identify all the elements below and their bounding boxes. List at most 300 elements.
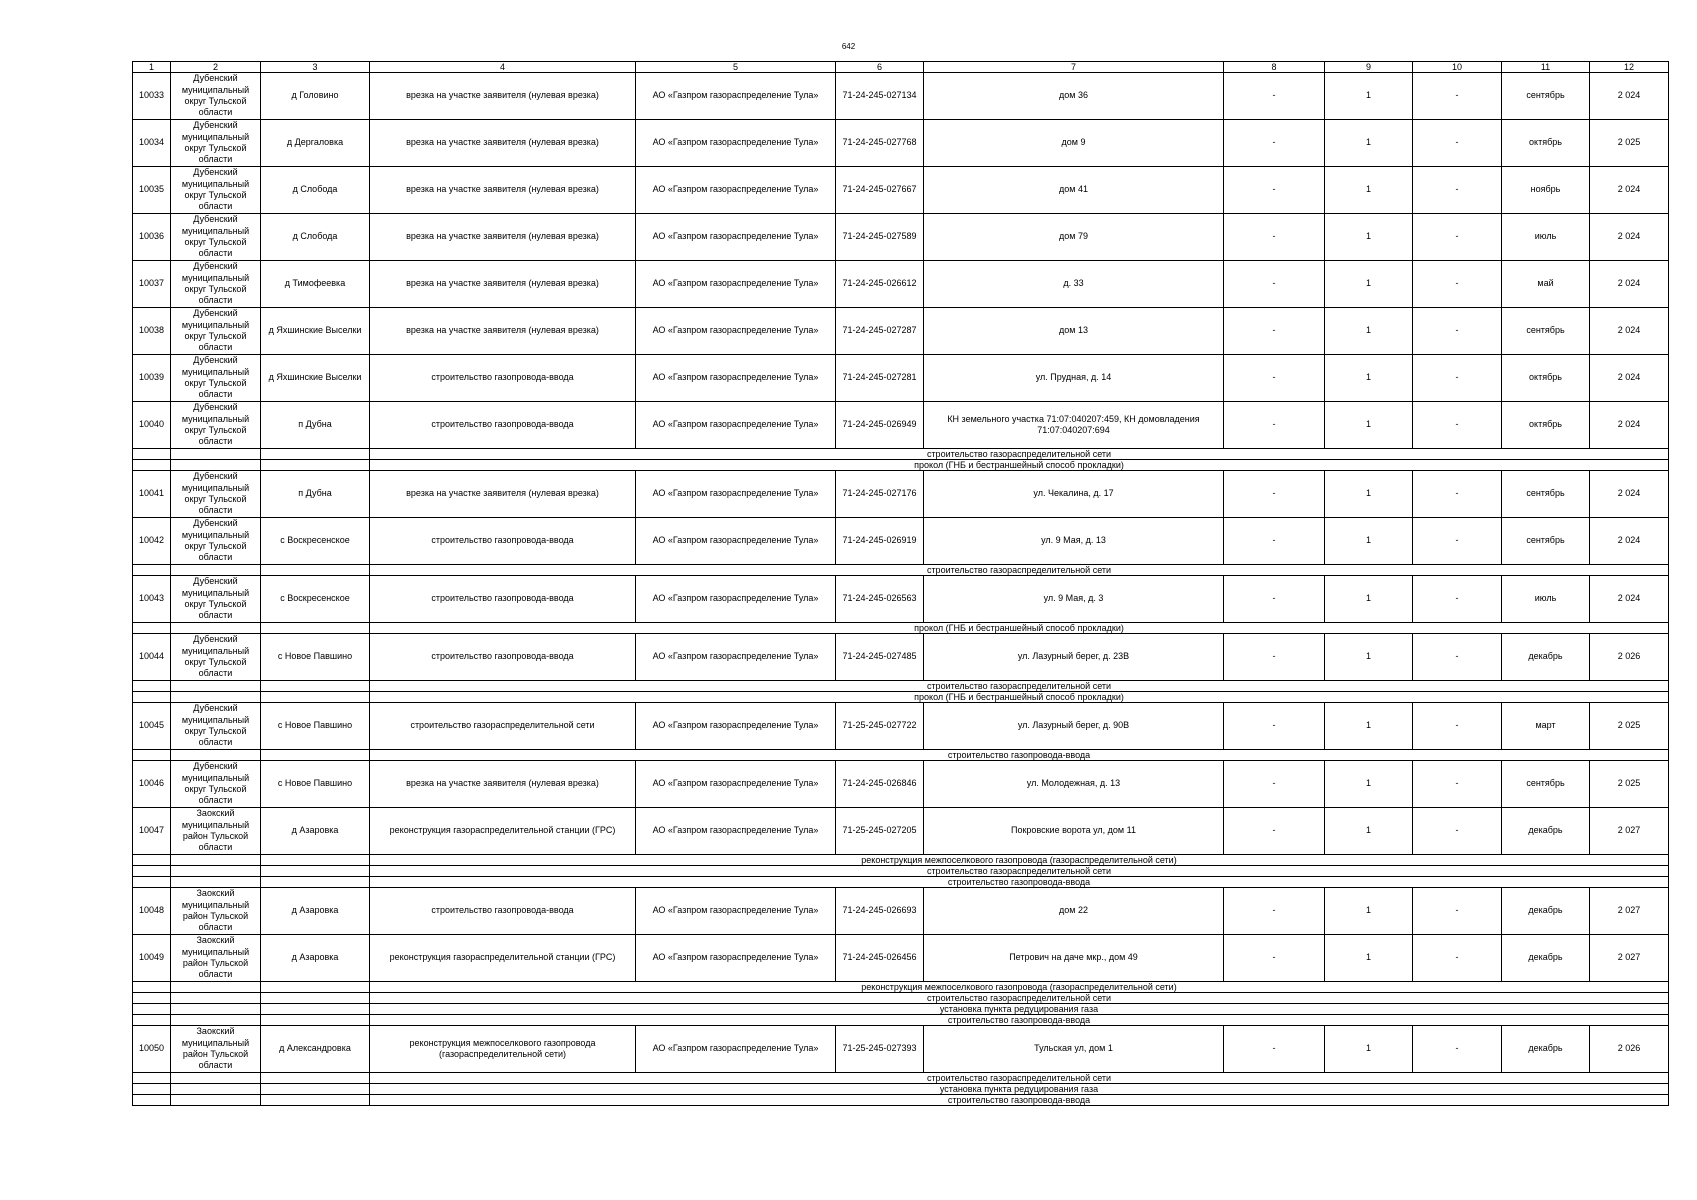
month-cell: июль	[1502, 576, 1590, 623]
year-cell: 2 024	[1590, 214, 1669, 261]
settlement-cell: д Азаровка	[261, 808, 370, 855]
object-number: 10041	[133, 471, 171, 518]
district-cell: Дубенский муниципальный округ Тульской области	[171, 518, 261, 565]
settlement-cell: д Слобода	[261, 214, 370, 261]
organization-cell: АО «Газпром газораспределение Тула»	[636, 761, 836, 808]
object-number: 10044	[133, 634, 171, 681]
month-cell: октябрь	[1502, 355, 1590, 402]
work-type-cell: реконструкция межпоселкового газопровода (газораспределительной сети)	[370, 1026, 636, 1073]
empty-cell	[133, 866, 171, 877]
settlement-cell: д Слобода	[261, 167, 370, 214]
month-cell: декабрь	[1502, 888, 1590, 935]
district-cell: Дубенский муниципальный округ Тульской области	[171, 355, 261, 402]
empty-cell	[133, 1004, 171, 1015]
table-row	[133, 576, 1669, 623]
col8-cell: -	[1224, 634, 1325, 681]
address-cell: КН земельного участка 71:07:040207:459, КН домовладения 71:07:040207:694	[924, 402, 1224, 449]
settlement-cell: д Александровка	[261, 1026, 370, 1073]
subwork-row	[133, 1073, 1669, 1084]
year-cell: 2 024	[1590, 576, 1669, 623]
empty-cell	[261, 449, 370, 460]
page-number: 642	[841, 42, 856, 51]
district-cell: Заокский муниципальный район Тульской области	[171, 935, 261, 982]
quantity-cell: 1	[1325, 308, 1413, 355]
year-cell: 2 027	[1590, 888, 1669, 935]
application-code-cell: 71-24-245-026563	[836, 576, 924, 623]
table-row	[133, 355, 1669, 402]
application-code-cell: 71-24-245-026919	[836, 518, 924, 565]
work-type-cell: строительство газопровода-ввода	[370, 355, 636, 402]
year-cell: 2 027	[1590, 935, 1669, 982]
district-cell: Дубенский муниципальный округ Тульской области	[171, 308, 261, 355]
organization-cell: АО «Газпром газораспределение Тула»	[636, 634, 836, 681]
organization-cell: АО «Газпром газораспределение Тула»	[636, 935, 836, 982]
year-cell: 2 027	[1590, 808, 1669, 855]
col10-cell: -	[1413, 471, 1502, 518]
quantity-cell: 1	[1325, 518, 1413, 565]
col8-cell: -	[1224, 402, 1325, 449]
empty-cell	[171, 692, 261, 703]
application-code-cell: 71-24-245-027176	[836, 471, 924, 518]
organization-cell: АО «Газпром газораспределение Тула»	[636, 214, 836, 261]
month-cell: октябрь	[1502, 120, 1590, 167]
col8-cell: -	[1224, 355, 1325, 402]
col10-cell: -	[1413, 703, 1502, 750]
object-number: 10037	[133, 261, 171, 308]
col8-cell: -	[1224, 576, 1325, 623]
col10-cell: -	[1413, 634, 1502, 681]
address-cell: Покровские ворота ул, дом 11	[924, 808, 1224, 855]
col-header: 12	[1590, 62, 1669, 73]
subwork-row	[133, 449, 1669, 460]
table-row	[133, 808, 1669, 855]
address-cell: дом 13	[924, 308, 1224, 355]
subwork-row	[133, 1084, 1669, 1095]
month-cell: декабрь	[1502, 1026, 1590, 1073]
empty-cell	[171, 1084, 261, 1095]
table-row	[133, 761, 1669, 808]
object-number: 10036	[133, 214, 171, 261]
subwork-row	[133, 692, 1669, 703]
empty-cell	[133, 1095, 171, 1106]
district-cell: Заокский муниципальный район Тульской области	[171, 888, 261, 935]
col10-cell: -	[1413, 261, 1502, 308]
empty-cell	[133, 692, 171, 703]
settlement-cell: с Новое Павшино	[261, 703, 370, 750]
application-code-cell: 71-24-245-027667	[836, 167, 924, 214]
table-row	[133, 167, 1669, 214]
empty-cell	[133, 1015, 171, 1026]
subwork-row	[133, 866, 1669, 877]
application-code-cell: 71-24-245-027589	[836, 214, 924, 261]
subwork-label: строительство газопровода-ввода	[370, 1015, 1669, 1026]
month-cell: сентябрь	[1502, 471, 1590, 518]
col8-cell: -	[1224, 935, 1325, 982]
year-cell: 2 024	[1590, 73, 1669, 120]
subwork-label: строительство газораспределительной сети	[370, 681, 1669, 692]
object-number: 10038	[133, 308, 171, 355]
address-cell: Тульская ул, дом 1	[924, 1026, 1224, 1073]
col8-cell: -	[1224, 518, 1325, 565]
table-row	[133, 1026, 1669, 1073]
address-cell: дом 9	[924, 120, 1224, 167]
address-cell: ул. Чекалина, д. 17	[924, 471, 1224, 518]
address-cell: ул. Лазурный берег, д. 23В	[924, 634, 1224, 681]
quantity-cell: 1	[1325, 355, 1413, 402]
gasification-table	[132, 61, 1669, 1106]
empty-cell	[261, 1095, 370, 1106]
application-code-cell: 71-24-245-027134	[836, 73, 924, 120]
empty-cell	[171, 750, 261, 761]
col8-cell: -	[1224, 214, 1325, 261]
district-cell: Дубенский муниципальный округ Тульской области	[171, 120, 261, 167]
quantity-cell: 1	[1325, 634, 1413, 681]
organization-cell: АО «Газпром газораспределение Тула»	[636, 120, 836, 167]
address-cell: дом 79	[924, 214, 1224, 261]
empty-cell	[171, 460, 261, 471]
district-cell: Дубенский муниципальный округ Тульской области	[171, 634, 261, 681]
empty-cell	[133, 460, 171, 471]
settlement-cell: д Азаровка	[261, 935, 370, 982]
district-cell: Дубенский муниципальный округ Тульской области	[171, 261, 261, 308]
month-cell: декабрь	[1502, 935, 1590, 982]
object-number: 10042	[133, 518, 171, 565]
col10-cell: -	[1413, 761, 1502, 808]
subwork-label: строительство газораспределительной сети	[370, 449, 1669, 460]
empty-cell	[133, 681, 171, 692]
object-number: 10033	[133, 73, 171, 120]
year-cell: 2 025	[1590, 703, 1669, 750]
subwork-label: строительство газораспределительной сети	[370, 1073, 1669, 1084]
col-header: 11	[1502, 62, 1590, 73]
work-type-cell: врезка на участке заявителя (нулевая врезка)	[370, 73, 636, 120]
organization-cell: АО «Газпром газораспределение Тула»	[636, 73, 836, 120]
work-type-cell: реконструкция газораспределительной станции (ГРС)	[370, 935, 636, 982]
address-cell: ул. Лазурный берег, д. 90В	[924, 703, 1224, 750]
empty-cell	[133, 623, 171, 634]
settlement-cell: с Воскресенское	[261, 518, 370, 565]
work-type-cell: строительство газопровода-ввода	[370, 634, 636, 681]
subwork-row	[133, 1015, 1669, 1026]
quantity-cell: 1	[1325, 402, 1413, 449]
application-code-cell: 71-24-245-026456	[836, 935, 924, 982]
subwork-label: реконструкция межпоселкового газопровода (газораспределительной сети)	[370, 982, 1669, 993]
district-cell: Дубенский муниципальный округ Тульской области	[171, 167, 261, 214]
work-type-cell: строительство газопровода-ввода	[370, 518, 636, 565]
month-cell: сентябрь	[1502, 308, 1590, 355]
subwork-row	[133, 750, 1669, 761]
empty-cell	[261, 623, 370, 634]
subwork-label: прокол (ГНБ и бестраншейный способ прокладки)	[370, 623, 1669, 634]
table-row	[133, 471, 1669, 518]
col-header: 1	[133, 62, 171, 73]
district-cell: Дубенский муниципальный округ Тульской области	[171, 576, 261, 623]
object-number: 10040	[133, 402, 171, 449]
application-code-cell: 71-24-245-026846	[836, 761, 924, 808]
quantity-cell: 1	[1325, 761, 1413, 808]
year-cell: 2 024	[1590, 402, 1669, 449]
application-code-cell: 71-24-245-026612	[836, 261, 924, 308]
subwork-label: строительство газораспределительной сети	[370, 866, 1669, 877]
application-code-cell: 71-24-245-027485	[836, 634, 924, 681]
organization-cell: АО «Газпром газораспределение Тула»	[636, 518, 836, 565]
col10-cell: -	[1413, 935, 1502, 982]
empty-cell	[133, 855, 171, 866]
empty-cell	[171, 565, 261, 576]
application-code-cell: 71-24-245-027281	[836, 355, 924, 402]
address-cell: дом 36	[924, 73, 1224, 120]
col-header: 3	[261, 62, 370, 73]
address-cell: ул. Молодежная, д. 13	[924, 761, 1224, 808]
empty-cell	[133, 750, 171, 761]
month-cell: ноябрь	[1502, 167, 1590, 214]
subwork-row	[133, 993, 1669, 1004]
quantity-cell: 1	[1325, 214, 1413, 261]
settlement-cell: д Головино	[261, 73, 370, 120]
organization-cell: АО «Газпром газораспределение Тула»	[636, 471, 836, 518]
table-row	[133, 634, 1669, 681]
settlement-cell: д Яхшинские Выселки	[261, 355, 370, 402]
object-number: 10035	[133, 167, 171, 214]
empty-cell	[171, 623, 261, 634]
quantity-cell: 1	[1325, 935, 1413, 982]
settlement-cell: с Воскресенское	[261, 576, 370, 623]
subwork-label: строительство газораспределительной сети	[370, 565, 1669, 576]
empty-cell	[261, 855, 370, 866]
table-row	[133, 73, 1669, 120]
subwork-label: строительство газораспределительной сети	[370, 993, 1669, 1004]
col10-cell: -	[1413, 518, 1502, 565]
object-number: 10039	[133, 355, 171, 402]
organization-cell: АО «Газпром газораспределение Тула»	[636, 355, 836, 402]
empty-cell	[261, 1004, 370, 1015]
subwork-label: установка пункта редуцирования газа	[370, 1004, 1669, 1015]
empty-cell	[261, 565, 370, 576]
subwork-label: строительство газопровода-ввода	[370, 1095, 1669, 1106]
empty-cell	[133, 982, 171, 993]
quantity-cell: 1	[1325, 167, 1413, 214]
col10-cell: -	[1413, 576, 1502, 623]
address-cell: ул. 9 Мая, д. 13	[924, 518, 1224, 565]
table-row	[133, 308, 1669, 355]
table-row	[133, 888, 1669, 935]
empty-cell	[171, 993, 261, 1004]
table-row	[133, 935, 1669, 982]
empty-cell	[171, 449, 261, 460]
subwork-label: строительство газопровода-ввода	[370, 877, 1669, 888]
empty-cell	[261, 993, 370, 1004]
organization-cell: АО «Газпром газораспределение Тула»	[636, 261, 836, 308]
table-row	[133, 518, 1669, 565]
application-code-cell: 71-24-245-026949	[836, 402, 924, 449]
empty-cell	[171, 866, 261, 877]
work-type-cell: строительство газопровода-ввода	[370, 402, 636, 449]
object-number: 10049	[133, 935, 171, 982]
application-code-cell: 71-24-245-027768	[836, 120, 924, 167]
subwork-row	[133, 681, 1669, 692]
settlement-cell: д Яхшинские Выселки	[261, 308, 370, 355]
application-code-cell: 71-24-245-026693	[836, 888, 924, 935]
col-header: 7	[924, 62, 1224, 73]
col10-cell: -	[1413, 167, 1502, 214]
subwork-row	[133, 460, 1669, 471]
quantity-cell: 1	[1325, 703, 1413, 750]
year-cell: 2 025	[1590, 761, 1669, 808]
col10-cell: -	[1413, 214, 1502, 261]
address-cell: дом 41	[924, 167, 1224, 214]
empty-cell	[171, 1073, 261, 1084]
subwork-row	[133, 855, 1669, 866]
col8-cell: -	[1224, 703, 1325, 750]
district-cell: Заокский муниципальный район Тульской области	[171, 1026, 261, 1073]
col10-cell: -	[1413, 73, 1502, 120]
organization-cell: АО «Газпром газораспределение Тула»	[636, 167, 836, 214]
organization-cell: АО «Газпром газораспределение Тула»	[636, 888, 836, 935]
month-cell: март	[1502, 703, 1590, 750]
organization-cell: АО «Газпром газораспределение Тула»	[636, 1026, 836, 1073]
month-cell: октябрь	[1502, 402, 1590, 449]
subwork-row	[133, 1004, 1669, 1015]
settlement-cell: п Дубна	[261, 471, 370, 518]
organization-cell: АО «Газпром газораспределение Тула»	[636, 576, 836, 623]
address-cell: ул. Прудная, д. 14	[924, 355, 1224, 402]
work-type-cell: врезка на участке заявителя (нулевая врезка)	[370, 214, 636, 261]
empty-cell	[171, 1004, 261, 1015]
year-cell: 2 024	[1590, 355, 1669, 402]
month-cell: декабрь	[1502, 634, 1590, 681]
year-cell: 2 024	[1590, 308, 1669, 355]
col10-cell: -	[1413, 888, 1502, 935]
table-row	[133, 214, 1669, 261]
subwork-row	[133, 565, 1669, 576]
quantity-cell: 1	[1325, 73, 1413, 120]
empty-cell	[171, 982, 261, 993]
subwork-label: прокол (ГНБ и бестраншейный способ прокладки)	[370, 460, 1669, 471]
year-cell: 2 026	[1590, 1026, 1669, 1073]
object-number: 10050	[133, 1026, 171, 1073]
table-row	[133, 402, 1669, 449]
col8-cell: -	[1224, 1026, 1325, 1073]
empty-cell	[133, 877, 171, 888]
empty-cell	[261, 1084, 370, 1095]
application-code-cell: 71-25-245-027722	[836, 703, 924, 750]
year-cell: 2 026	[1590, 634, 1669, 681]
organization-cell: АО «Газпром газораспределение Тула»	[636, 808, 836, 855]
settlement-cell: п Дубна	[261, 402, 370, 449]
settlement-cell: д Азаровка	[261, 888, 370, 935]
table-row	[133, 703, 1669, 750]
empty-cell	[133, 565, 171, 576]
empty-cell	[261, 1015, 370, 1026]
object-number: 10048	[133, 888, 171, 935]
object-number: 10034	[133, 120, 171, 167]
col8-cell: -	[1224, 808, 1325, 855]
empty-cell	[261, 1073, 370, 1084]
object-number: 10043	[133, 576, 171, 623]
col8-cell: -	[1224, 120, 1325, 167]
col-header: 9	[1325, 62, 1413, 73]
organization-cell: АО «Газпром газораспределение Тула»	[636, 703, 836, 750]
settlement-cell: д Дергаловка	[261, 120, 370, 167]
organization-cell: АО «Газпром газораспределение Тула»	[636, 402, 836, 449]
year-cell: 2 025	[1590, 120, 1669, 167]
object-number: 10045	[133, 703, 171, 750]
subwork-label: реконструкция межпоселкового газопровода (газораспределительной сети)	[370, 855, 1669, 866]
quantity-cell: 1	[1325, 261, 1413, 308]
work-type-cell: врезка на участке заявителя (нулевая врезка)	[370, 761, 636, 808]
quantity-cell: 1	[1325, 576, 1413, 623]
empty-cell	[261, 982, 370, 993]
subwork-row	[133, 877, 1669, 888]
work-type-cell: строительство газопровода-ввода	[370, 888, 636, 935]
col10-cell: -	[1413, 120, 1502, 167]
subwork-label: строительство газопровода-ввода	[370, 750, 1669, 761]
empty-cell	[171, 681, 261, 692]
subwork-label: прокол (ГНБ и бестраншейный способ прокладки)	[370, 692, 1669, 703]
col8-cell: -	[1224, 308, 1325, 355]
district-cell: Дубенский муниципальный округ Тульской области	[171, 471, 261, 518]
empty-cell	[261, 877, 370, 888]
district-cell: Дубенский муниципальный округ Тульской области	[171, 73, 261, 120]
work-type-cell: врезка на участке заявителя (нулевая врезка)	[370, 120, 636, 167]
col-header: 4	[370, 62, 636, 73]
col-header: 8	[1224, 62, 1325, 73]
empty-cell	[133, 993, 171, 1004]
object-number: 10046	[133, 761, 171, 808]
month-cell: сентябрь	[1502, 73, 1590, 120]
col-header: 2	[171, 62, 261, 73]
year-cell: 2 024	[1590, 471, 1669, 518]
col10-cell: -	[1413, 808, 1502, 855]
empty-cell	[133, 1073, 171, 1084]
month-cell: сентябрь	[1502, 761, 1590, 808]
settlement-cell: с Новое Павшино	[261, 761, 370, 808]
empty-cell	[171, 877, 261, 888]
table-row	[133, 261, 1669, 308]
col8-cell: -	[1224, 888, 1325, 935]
work-type-cell: врезка на участке заявителя (нулевая врезка)	[370, 471, 636, 518]
empty-cell	[261, 692, 370, 703]
empty-cell	[171, 1095, 261, 1106]
month-cell: июль	[1502, 214, 1590, 261]
col10-cell: -	[1413, 402, 1502, 449]
work-type-cell: строительство газораспределительной сети	[370, 703, 636, 750]
district-cell: Дубенский муниципальный округ Тульской области	[171, 214, 261, 261]
object-number: 10047	[133, 808, 171, 855]
subwork-row	[133, 982, 1669, 993]
work-type-cell: врезка на участке заявителя (нулевая врезка)	[370, 261, 636, 308]
col-header: 6	[836, 62, 924, 73]
month-cell: май	[1502, 261, 1590, 308]
month-cell: декабрь	[1502, 808, 1590, 855]
col8-cell: -	[1224, 761, 1325, 808]
application-code-cell: 71-24-245-027287	[836, 308, 924, 355]
col10-cell: -	[1413, 308, 1502, 355]
col-header: 5	[636, 62, 836, 73]
empty-cell	[133, 1084, 171, 1095]
work-type-cell: врезка на участке заявителя (нулевая врезка)	[370, 167, 636, 214]
settlement-cell: с Новое Павшино	[261, 634, 370, 681]
col8-cell: -	[1224, 261, 1325, 308]
subwork-row	[133, 1095, 1669, 1106]
address-cell: ул. 9 Мая, д. 3	[924, 576, 1224, 623]
empty-cell	[261, 681, 370, 692]
quantity-cell: 1	[1325, 888, 1413, 935]
address-cell: Петрович на даче мкр., дом 49	[924, 935, 1224, 982]
col10-cell: -	[1413, 355, 1502, 402]
col8-cell: -	[1224, 471, 1325, 518]
empty-cell	[133, 449, 171, 460]
